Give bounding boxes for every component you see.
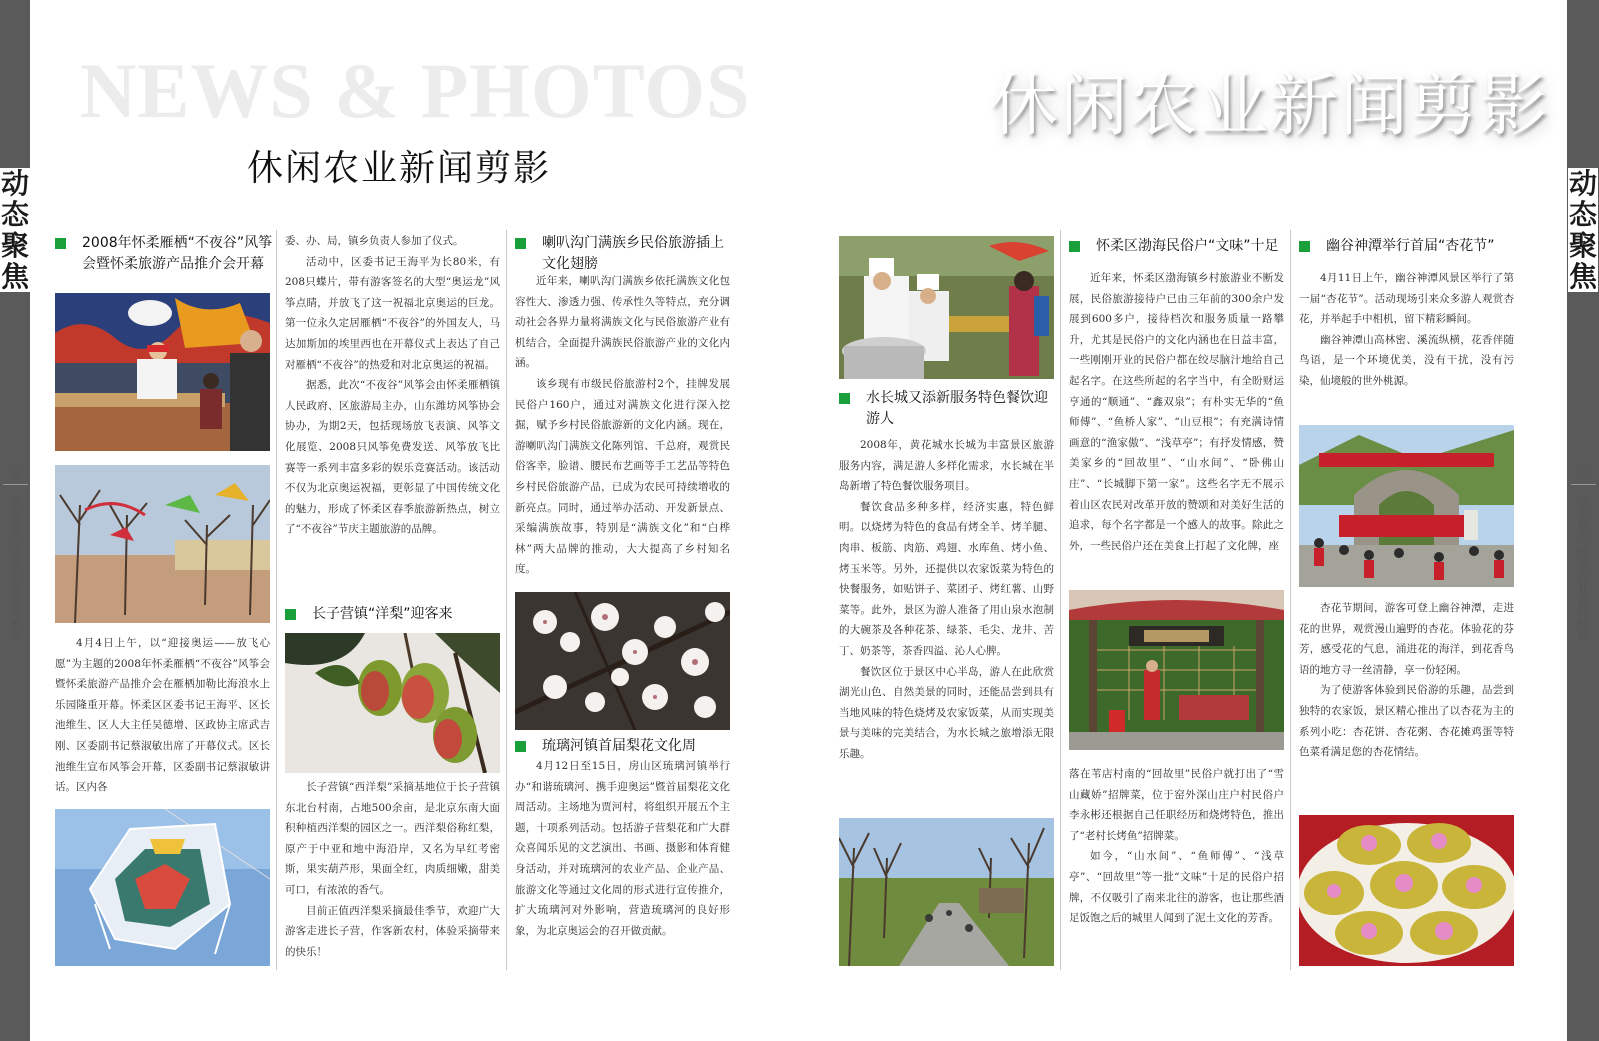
article-bohai-body: [1069, 268, 1284, 556]
article-bohai-continued: [1069, 764, 1284, 929]
column-divider: [276, 230, 277, 970]
article-kite-festival-heading: [55, 233, 273, 275]
left-section-tab: 动态聚焦: [0, 167, 29, 293]
paragraph: 4月12日至15日，房山区琉璃河镇举行办“和谐琉璃河、携手迎奥运”暨首届梨花文化周活动。主场地为贾河村，将组织开展五个主题，十项系列活动。包括游子营梨花和广大群众喜闻乐见的文艺演出、书画、摄影和体育健身活动，并对琉璃河的农业产品、企业产品、旅游文化等通过文化周的形式进行宣传推介，扩大琉璃河对外影响，营造琉璃河的良好形象，为北京奥运会的召开做贡献。: [515, 760, 730, 937]
photo-apricot-flower-cakes: [1299, 815, 1514, 966]
paragraph: 近年来，怀柔区渤海镇乡村旅游业不断发展，民俗旅游接待户已由三年前的300余户发展到600多户，接待档次和服务质量一路攀升，尤其是民俗户的文化内涵也在日益丰富，一些刚刚开业的民俗户都在绞尽脑汁地给自己起名字。在这些所起的名字当中，有全盼财运亨通的“顺通”、“鑫双泉”；有朴实无华的“鱼师傅”、“鱼桥人家”、“山豆根”；有充满诗情画意的“渔家傲”、“浅草亭”；有抒发情感，赞美家乡的“回故里”、“山水间”、“卧佛山庄”、“长城脚下第一家”。这些名字无不展示着山区农民对改革开放的赞颂和对美好生活的追求，每个名字都是一个感人的故事。除此之外，一些民俗户还在美食上打起了文化牌，座: [1069, 272, 1284, 552]
heading-marker: [1299, 241, 1310, 252]
article-apricot-body: [1299, 268, 1514, 392]
photo-scenic-path: [839, 818, 1054, 966]
ghost-title-chinese: 休闲农业新闻剪影: [990, 67, 1551, 146]
right-running-head: 动态聚焦·休闲农业新闻剪影: [1576, 494, 1589, 643]
paragraph: 目前正值西洋梨采摘最佳季节，欢迎广大游客走进长子营，作客新农村，体验采摘带来的快乐！: [285, 904, 500, 958]
photo-red-pears: [285, 633, 500, 773]
article-bohai-heading: [1069, 236, 1284, 257]
page-title: 休闲农业新闻剪影: [247, 148, 552, 189]
article-title: 琉璃河镇首届梨花文化周: [542, 738, 696, 754]
paragraph: 活动中，区委书记王海平为长80米，有208只蝶片，带有游客签名的大型“奥运龙”风筝点睛，并放飞了这一祝福北京奥运的巨龙。第一位永久定居雁栖“不夜谷”的外国友人，马达加斯加的埃里西也在开幕仪式上表达了自己对雁栖“不夜谷”的热爱和对北京奥运的祝福。: [285, 255, 500, 371]
heading-marker: [515, 741, 526, 752]
paragraph: 委、办、局，镇乡负责人参加了仪式。: [285, 235, 464, 247]
column-divider: [506, 230, 507, 970]
article-greatwall-heading: [839, 388, 1054, 430]
article-title: 2008年怀柔雁栖“不夜谷”风筝会暨怀柔旅游产品推介会开幕: [82, 235, 273, 272]
article-kite-festival-continued: [285, 231, 500, 540]
article-pear-heading: [285, 604, 500, 625]
article-pear-body: [285, 777, 500, 962]
left-page-number: 06: [10, 469, 23, 481]
photo-garden-pavilion: [1069, 590, 1284, 750]
heading-marker: [285, 609, 296, 620]
photo-pear-blossoms: [515, 592, 730, 730]
heading-marker: [839, 393, 850, 404]
article-apricot-heading: [1299, 236, 1514, 257]
photo-apricot-festival-gate: [1299, 425, 1514, 587]
heading-marker: [515, 238, 526, 249]
paragraph: 杏花节期间，游客可登上幽谷神潭，走进花的世界，观赏漫山遍野的杏花。体验花的芬芳，感受花的气息，涌进花的海洋，到花香鸟语的地方寻一丝清静，享一份轻闲。: [1299, 602, 1514, 676]
article-title: 怀柔区渤海民俗户“文味”十足: [1096, 238, 1279, 254]
column-divider: [1290, 230, 1291, 970]
paragraph: 4月4日上午，以“迎接奥运——放飞心愿”为主题的2008年怀柔雁栖“不夜谷”风筝会暨怀柔旅游产品推介会在雁栖加勒比海浪水上乐园隆重开幕。怀柔区区委书记王海平、区长池维生、区人大主任吴德增、区政协主席武吉刚、区委副书记蔡淑敏出席了开幕仪式。区长池维生宣布风筝会开幕，区委副书记蔡淑敏讲话。区内各: [55, 637, 270, 794]
article-kite-festival-body: [55, 633, 270, 798]
article-title: 喇叭沟门满族乡民俗旅游插上文化翅膀: [542, 235, 724, 272]
paragraph: 2008年，黄花城水长城为丰富景区旅游服务内容，满足游人多样化需求，水长城在半岛新增了特色餐饮服务项目。: [839, 439, 1054, 493]
article-manchu-body: [515, 271, 730, 580]
paragraph: 餐饮食品多种多样，经济实惠，特色鲜明。以烧烤为特色的食品有烤全羊、烤羊腿、肉串、板筋、肉筋、鸡翅、水库鱼、烤小鱼、烤玉米等。另外，还提供以农家饭菜为特色的快餐服务，如贴饼子、菜团子、烤红薯、山野菜等。此外，景区为游人准备了用山泉水泡制的大碗茶及各种花茶、绿茶、毛尖、龙井、苦丁、奶茶等，茶香四溢、沁人心脾。: [839, 500, 1054, 657]
article-title: 长子营镇“洋梨”迎客来: [312, 606, 453, 622]
article-liulihe-heading: [515, 736, 730, 757]
paragraph: 据悉，此次“不夜谷”风筝会由怀柔雁栖镇人民政府、区旅游局主办，山东潍坊风筝协会协办，为期2天，包括现场放飞表演、风筝文化展览、2008只风筝免费发送、风筝放飞比赛等一系列丰富多彩的娱乐竞赛活动。该活动不仅为北京奥运祝福，更彰显了中国传统文化的魅力，形成了怀柔区春季旅游新热点，树立了“不夜谷”节庆主题旅游的品牌。: [285, 379, 500, 536]
paragraph: 近年来，喇叭沟门满族乡依托满族文化包容性大、渗透力强、传承性久等特点，充分调动社会各界力量将满族文化与民俗旅游产业有机结合，全面提升满族民俗旅游产业的文化内涵。: [515, 275, 730, 370]
photo-kite-stall: [55, 293, 270, 451]
paragraph: 该乡现有市级民俗旅游村2个，挂牌发展民俗户160户，通过对满族文化进行深入挖掘，赋予乡村民俗旅游新的文化内涵。现在，游喇叭沟门满族文化陈列馆、千总府，观赏民俗客幸，脸谱、腰民布艺画等手工艺品等特色乡村民俗旅游产品，已成为农民可持续增收的新亮点。同时，通过举办活动、开发新景点、采编满族故事，特别是“满族文化”和“白桦林”两大品牌的推动，大大提高了乡村知名度。: [515, 377, 730, 576]
paragraph: 落在苇店村南的“回故里”民俗户就打出了“雪山藏娇”招牌菜，位于窑外深山庄户村民俗户李永彬还根据自己任职经历和烧烤特色，推出了“老村长烤鱼”招牌菜。: [1069, 768, 1284, 842]
photo-kites-in-park: [55, 465, 270, 623]
article-liulihe-body: [515, 756, 730, 941]
photo-large-kite: [55, 809, 270, 966]
paragraph: 餐饮区位于景区中心半岛，游人在此欣赏湖光山色、自然美景的同时，还能品尝到具有当地风味的特色烧烤及农家饭菜，从而实现美景与美味的完美结合，为水长城之旅增添无限乐趣。: [839, 665, 1054, 760]
article-apricot-continued: [1299, 598, 1514, 763]
right-section-tab: 动态聚焦: [1568, 167, 1597, 293]
heading-marker: [55, 238, 66, 249]
article-greatwall-body: [839, 435, 1054, 765]
paragraph: 长子营镇“西洋梨”采摘基地位于长子营镇东北台村南，占地500余亩，是北京东南大面积种植西洋梨的园区之一。西洋梨俗称红梨，原产于中亚和地中海沿岸，又名为早红考密斯，果实葫芦形，果面全红，肉质细嫩，甜美可口，有浓浓的香气。: [285, 781, 500, 896]
heading-marker: [1069, 241, 1080, 252]
article-title: 水长城又添新服务特色餐饮迎游人: [866, 390, 1048, 427]
column-divider: [1060, 230, 1061, 970]
paragraph: 幽谷神潭山高林密、溪流纵横，花香伴随鸟语，是一个环境优美，没有干扰，没有污染，仙境般的世外桃源。: [1299, 333, 1514, 387]
ghost-title-english: NEWS & PHOTOS: [80, 47, 751, 134]
paragraph: 4月11日上午，幽谷神潭风景区举行了第一届“杏花节”。活动现场引来众多游人观赏杏花，并举起手中相机，留下精彩瞬间。: [1299, 272, 1514, 326]
paragraph: 如今，“山水间”、“鱼师傅”、“浅草亭”、“回故里”等一批“文味”十足的民俗户招牌，不仅吸引了南来北往的游客，也让那些酒足饭饱之后的城里人闻到了泥土文化的芳香。: [1069, 850, 1284, 925]
article-title: 幽谷神潭举行首届“杏花节”: [1326, 238, 1495, 254]
paragraph: 为了使游客体验到民俗游的乐趣，品尝到独特的农家饭，景区精心推出了以杏花为主的系列小吃：杏花饼、杏花粥、杏花摊鸡蛋等特色菜肴满足您的杏花情结。: [1299, 684, 1514, 759]
photo-chefs-grilling: [839, 236, 1054, 379]
article-manchu-heading: [515, 233, 730, 275]
right-page-number: 07: [1577, 469, 1590, 481]
left-running-head: 动态聚焦·休闲农业新闻剪影: [9, 494, 22, 643]
